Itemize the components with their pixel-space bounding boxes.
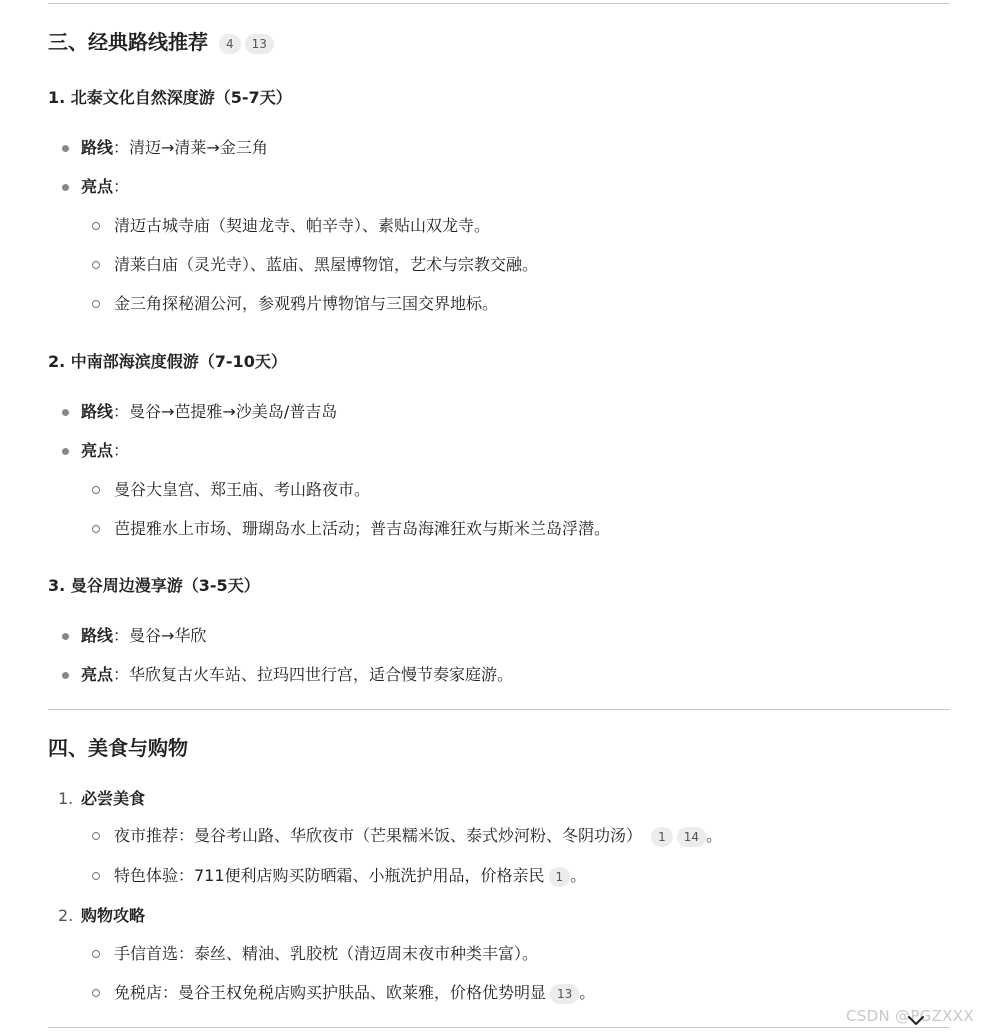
highlight-colon: ：: [113, 441, 130, 460]
citation-badge[interactable]: 4: [219, 34, 241, 54]
circle-bullet-icon: [92, 872, 100, 880]
section-heading-routes: [48, 28, 274, 56]
group-title-shopping: [81, 905, 145, 927]
route-2-path: [81, 401, 337, 423]
bullet-icon: [62, 633, 69, 640]
route-value: ：曼谷→芭提雅→沙美岛/普吉岛: [113, 402, 338, 421]
list-item: 清迈古城寺庙（契迪龙寺、帕辛寺）、素贴山双龙寺。: [114, 216, 491, 235]
list-number: 2.: [58, 906, 74, 925]
list-item: 芭提雅水上市场、珊瑚岛水上活动；普吉岛海滩狂欢与斯米兰岛浮潜。: [114, 519, 611, 538]
section-heading-food-shopping: 四、美食与购物: [48, 736, 188, 760]
citation-badge[interactable]: 13: [245, 34, 274, 54]
route-value: ：清迈→清莱→金三角: [113, 138, 268, 157]
route-1-path: [81, 137, 268, 159]
list-item: 清莱白庙（灵光寺）、蓝庙、黑屋博物馆，艺术与宗教交融。: [114, 255, 539, 274]
bullet-icon: [62, 145, 69, 152]
circle-bullet-icon: [92, 300, 100, 308]
route-2-highlights: [81, 440, 129, 462]
list-item-end: 。: [570, 866, 587, 885]
route-1-title: 1. 北泰文化自然深度游（5-7天）: [48, 88, 292, 107]
citation-badge[interactable]: 14: [677, 827, 706, 847]
highlight-colon: ：: [113, 177, 130, 196]
circle-bullet-icon: [92, 989, 100, 997]
group-title: 必尝美食: [81, 789, 146, 808]
divider-top: [48, 3, 950, 4]
divider-middle: [48, 709, 950, 710]
divider-bottom: [48, 1027, 950, 1028]
route-label: 路线: [81, 402, 114, 421]
citation-badge[interactable]: 1: [549, 867, 571, 887]
group-title-food: [81, 788, 145, 810]
route-1-highlights: [81, 176, 129, 198]
list-item-end: 。: [706, 826, 723, 845]
route-label: 路线: [81, 626, 114, 645]
route-2-title: 2. 中南部海滨度假游（7-10天）: [48, 352, 287, 371]
circle-bullet-icon: [92, 486, 100, 494]
circle-bullet-icon: [92, 832, 100, 840]
route-3-title: 3. 曼谷周边漫享游（3-5天）: [48, 576, 260, 595]
circle-bullet-icon: [92, 222, 100, 230]
list-item-text: 特色体验：711便利店购买防晒霜、小瓶洗护用品，价格亲民: [114, 866, 545, 885]
list-item: [114, 825, 722, 847]
circle-bullet-icon: [92, 525, 100, 533]
list-item: 曼谷大皇宫、郑王庙、考山路夜市。: [114, 480, 371, 499]
list-item: 金三角探秘湄公河，参观鸦片博物馆与三国交界地标。: [114, 294, 499, 313]
bullet-icon: [62, 409, 69, 416]
list-item: [114, 943, 538, 965]
list-item-text: 免税店：曼谷王权免税店购买护肤品、欧莱雅，价格优势明显: [114, 983, 547, 1002]
section-title: 三、经典路线推荐: [48, 30, 208, 54]
circle-bullet-icon: [92, 950, 100, 958]
list-item-text: 手信首选：泰丝、精油、乳胶枕（清迈周末夜市种类丰富）。: [114, 944, 539, 963]
watermark: CSDN @PGZXXX: [846, 1007, 974, 1025]
list-item: [114, 865, 586, 887]
route-label: 路线: [81, 138, 114, 157]
highlight-label: 亮点: [81, 665, 114, 684]
list-item-end: 。: [579, 983, 596, 1002]
chevron-down-icon[interactable]: [906, 1014, 926, 1028]
list-number: 1.: [58, 789, 74, 808]
highlight-label: 亮点: [81, 177, 114, 196]
circle-bullet-icon: [92, 261, 100, 269]
bullet-icon: [62, 184, 69, 191]
highlight-value: ：华欣复古火车站、拉玛四世行宫，适合慢节奏家庭游。: [113, 665, 514, 684]
route-value: ：曼谷→华欣: [113, 626, 207, 645]
bullet-icon: [62, 448, 69, 455]
list-item: [114, 982, 595, 1004]
citation-badge[interactable]: 13: [550, 984, 579, 1004]
route-3-path: [81, 625, 206, 647]
group-title: 购物攻略: [81, 906, 146, 925]
list-item-text: 夜市推荐：曼谷考山路、华欣夜市（芒果糯米饭、泰式炒河粉、冬阴功汤）: [114, 826, 643, 845]
route-3-highlights: [81, 664, 513, 686]
bullet-icon: [62, 672, 69, 679]
highlight-label: 亮点: [81, 441, 114, 460]
citation-badge[interactable]: 1: [651, 827, 673, 847]
